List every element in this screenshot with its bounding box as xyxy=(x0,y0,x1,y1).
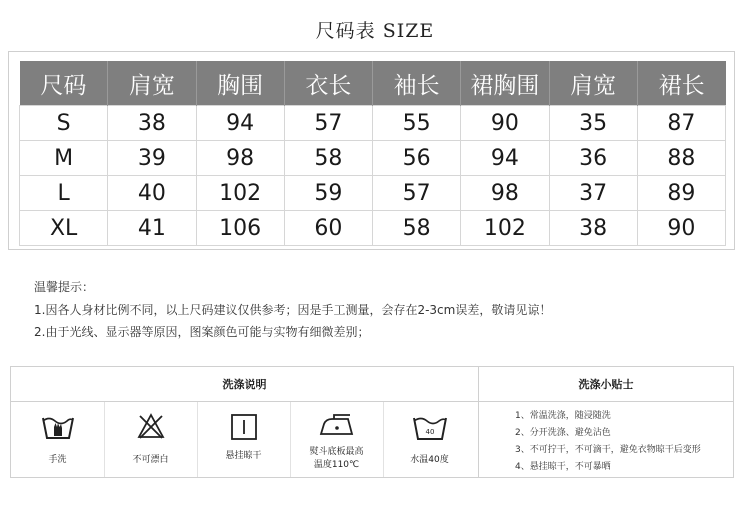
wash-40-icon xyxy=(411,412,449,442)
table-cell: 57 xyxy=(284,106,372,141)
iron-icon xyxy=(318,412,356,438)
header-size: 尺码 xyxy=(20,61,108,106)
table-cell: 56 xyxy=(373,141,461,176)
care-tip: 1、常温洗涤，随浸随洗 xyxy=(515,411,611,421)
table-cell: S xyxy=(20,106,108,141)
header-dress-bust: 裙胸围 xyxy=(461,61,549,106)
notes-line: 1.因各人身材比例不同，以上尺码建议仅供参考；因是手工测量，会存在2-3cm误差，敬请见谅！ xyxy=(34,302,552,317)
header-dress-length: 裙长 xyxy=(637,61,725,106)
care-item-wash-40 xyxy=(383,402,476,477)
table-cell: 58 xyxy=(373,211,461,246)
table-cell: L xyxy=(20,176,108,211)
table-cell: 37 xyxy=(549,176,637,211)
care-label: 悬挂晾干 xyxy=(225,451,262,461)
header-bust: 胸围 xyxy=(196,61,284,106)
table-cell: 94 xyxy=(461,141,549,176)
wash-temperature: 40 xyxy=(425,428,434,436)
table-cell: 38 xyxy=(108,106,196,141)
table-cell: 106 xyxy=(196,211,284,246)
care-tip: 2、分开洗涤、避免沾色 xyxy=(515,428,611,438)
table-cell: 94 xyxy=(196,106,284,141)
notes-line: 2.由于光线、显示器等原因，图案颜色可能与实物有细微差别； xyxy=(34,325,370,339)
table-cell: 87 xyxy=(637,106,725,141)
table-cell: 102 xyxy=(461,211,549,246)
hand-wash-icon xyxy=(40,412,76,442)
table-cell: 89 xyxy=(637,176,725,211)
table-cell: 98 xyxy=(196,141,284,176)
table-cell: 102 xyxy=(196,176,284,211)
table-cell: 88 xyxy=(637,141,725,176)
table-row xyxy=(20,106,726,141)
care-item-no-bleach xyxy=(104,402,197,477)
care-label: 不可漂白 xyxy=(132,455,169,465)
care-panel xyxy=(10,366,734,478)
table-cell: 98 xyxy=(461,176,549,211)
care-instructions-title: 洗涤说明 xyxy=(11,367,478,402)
table-cell: 40 xyxy=(108,176,196,211)
no-bleach-icon xyxy=(136,412,166,440)
header-sleeve: 袖长 xyxy=(373,61,461,106)
care-divider xyxy=(478,367,479,477)
care-item-hand-wash xyxy=(11,402,104,477)
care-label: 水温40度 xyxy=(410,455,449,465)
table-cell: 35 xyxy=(549,106,637,141)
table-cell: 57 xyxy=(373,176,461,211)
table-cell: M xyxy=(20,141,108,176)
table-cell: 38 xyxy=(549,211,637,246)
table-cell: XL xyxy=(20,211,108,246)
table-row xyxy=(20,141,726,176)
care-tips-list xyxy=(515,408,701,476)
care-tip: 3、不可拧干，不可滴干，避免衣物晾干后变形 xyxy=(515,445,701,455)
care-tips-title: 洗涤小贴士 xyxy=(479,367,733,402)
care-label: 熨斗底板最高 温度110℃ xyxy=(309,447,364,470)
size-table xyxy=(19,61,726,246)
table-cell: 59 xyxy=(284,176,372,211)
care-item-iron xyxy=(290,402,383,477)
table-cell: 41 xyxy=(108,211,196,246)
header-dress-shoulder: 肩宽 xyxy=(549,61,637,106)
table-cell: 90 xyxy=(461,106,549,141)
table-cell: 36 xyxy=(549,141,637,176)
table-cell: 55 xyxy=(373,106,461,141)
notes-heading: 温馨提示： xyxy=(34,280,95,294)
size-chart-title: 尺码表 SIZE xyxy=(315,20,435,42)
table-row xyxy=(20,176,726,211)
table-cell: 60 xyxy=(284,211,372,246)
table-row xyxy=(20,211,726,246)
table-cell: 39 xyxy=(108,141,196,176)
care-tip: 4、悬挂晾干，不可暴晒 xyxy=(515,462,611,472)
header-shoulder: 肩宽 xyxy=(108,61,196,106)
table-cell: 90 xyxy=(637,211,725,246)
header-top-length: 衣长 xyxy=(284,61,372,106)
table-cell: 58 xyxy=(284,141,372,176)
notes-section xyxy=(34,276,551,344)
care-item-hang-dry xyxy=(197,402,290,477)
size-table-header-row xyxy=(20,61,726,106)
hang-dry-icon xyxy=(229,412,259,442)
care-label: 手洗 xyxy=(48,455,67,465)
